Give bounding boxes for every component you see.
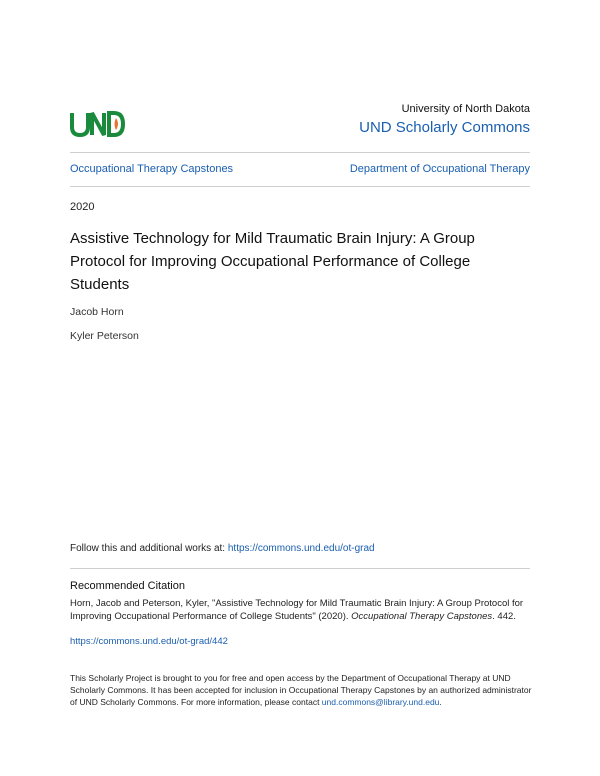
- university-name: University of North Dakota: [401, 103, 530, 115]
- follow-link[interactable]: https://commons.und.edu/ot-grad: [227, 543, 375, 554]
- notice-end: .: [439, 697, 442, 707]
- divider-top: [70, 152, 530, 153]
- citation-number: . 442.: [492, 611, 516, 622]
- notice-text: This Scholarly Project is brought to you for free and open access by the Department of Occupational Therapy at UND Scholarly Commons. It has been accepted for inclusion in Occupational Therapy Capstones by an authorized administrator of UND Scholarly Commons. For more information, please contact: [70, 673, 532, 707]
- scholarly-commons-link[interactable]: UND Scholarly Commons: [359, 119, 530, 136]
- access-notice: [70, 672, 532, 708]
- author-name: Jacob Horn: [70, 306, 124, 318]
- publication-year: 2020: [70, 201, 95, 213]
- divider-nav: [70, 186, 530, 187]
- citation-text: [70, 597, 530, 623]
- contact-email-link[interactable]: und.commons@library.und.edu: [321, 697, 440, 707]
- follow-text: Follow this and additional works at:: [70, 543, 228, 554]
- department-link[interactable]: Department of Occupational Therapy: [349, 163, 530, 175]
- citation-link[interactable]: https://commons.und.edu/ot-grad/442: [70, 636, 228, 647]
- author-name: Kyler Peterson: [70, 330, 139, 342]
- divider-citation: [70, 568, 530, 569]
- citation-journal: Occupational Therapy Capstones: [351, 611, 493, 622]
- follow-line: [70, 543, 375, 554]
- und-logo: [70, 110, 126, 138]
- citation-heading: Recommended Citation: [70, 580, 185, 592]
- citation-body: Horn, Jacob and Peterson, Kyler, "Assistive Technology for Mild Traumatic Brain Injury: A Group Protocol for Improving Occupational Performance of College Students" (2020).: [70, 598, 524, 622]
- document-title: Assistive Technology for Mild Traumatic Brain Injury: A Group Protocol for Improving Occupational Performance of College Students: [70, 230, 475, 293]
- collection-link[interactable]: Occupational Therapy Capstones: [70, 163, 234, 175]
